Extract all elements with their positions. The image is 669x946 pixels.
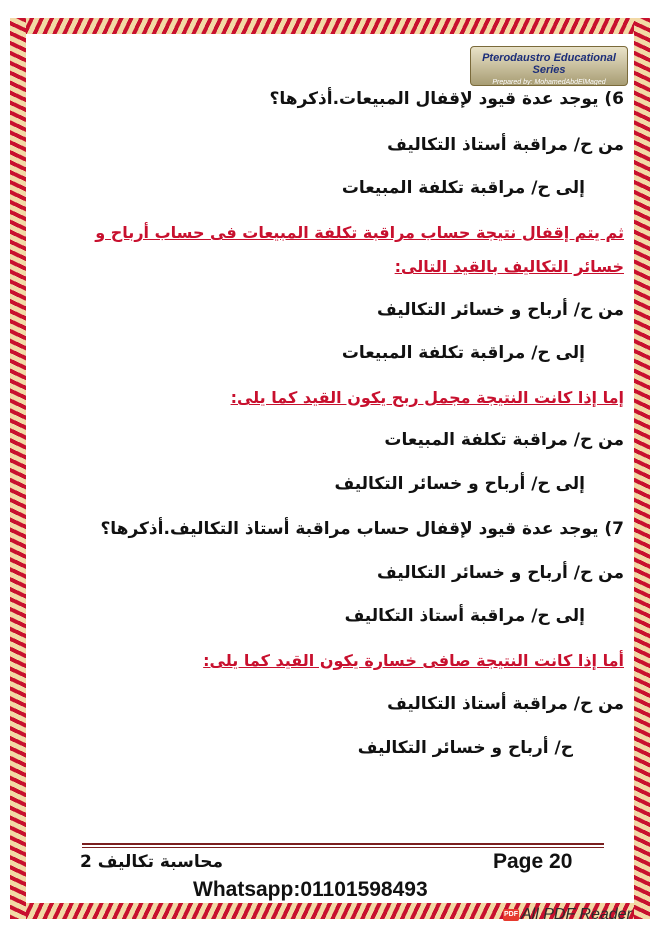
closing-note-line-1: ثم يتم إقفال نتيجة حساب مراقبة تكلفة المبيعات فى حساب أرباح و <box>95 223 624 242</box>
question-7: 7) يوجد عدة قيود لإقفال حساب مراقبة أستاذ التكاليف.أذكرها؟ <box>100 519 624 539</box>
reader-watermark: All PDF Reader <box>521 906 632 923</box>
entry-debit-line: من ح/ أرباح و خسائر التكاليف <box>377 300 624 320</box>
entry-debit-line: من ح/ أرباح و خسائر التكاليف <box>377 563 624 583</box>
net-loss-note: أما إذا كانت النتيجة صافى خسارة يكون القيد كما يلى: <box>203 651 624 670</box>
whatsapp-contact: Whatsapp:01101598493 <box>193 878 428 901</box>
decorative-border-left <box>10 18 26 919</box>
gross-profit-note: إما إذا كانت النتيجة مجمل ربح يكون القيد كما يلى: <box>230 388 624 407</box>
question-6: 6) يوجد عدة قيود لإقفال المبيعات.أذكرها؟ <box>269 89 624 109</box>
entry-debit-line: من ح/ مراقبة تكلفة المبيعات <box>384 430 624 450</box>
decorative-border-right <box>634 18 650 919</box>
logo-subtitle: Prepared by: MohamedAbdElMaged <box>492 79 606 86</box>
footer-rule-thin <box>82 847 604 848</box>
decorative-border-top <box>10 18 650 34</box>
course-title: محاسبة تكاليف 2 <box>80 852 224 872</box>
entry-debit-line: من ح/ مراقبة أستاذ التكاليف <box>387 135 624 155</box>
entry-credit-line: إلى ح/ مراقبة تكلفة المبيعات <box>341 343 585 363</box>
series-logo <box>470 46 628 86</box>
entry-debit-line: من ح/ مراقبة أستاذ التكاليف <box>387 694 624 714</box>
entry-credit-line: إلى ح/ أرباح و خسائر التكاليف <box>334 474 585 494</box>
page-number: Page 20 <box>493 850 573 873</box>
pdf-reader-icon: PDF <box>503 909 519 921</box>
entry-credit-line: ح/ أرباح و خسائر التكاليف <box>357 738 573 758</box>
closing-note-line-2: خسائر التكاليف بالقيد التالى: <box>394 257 624 276</box>
entry-credit-line: إلى ح/ مراقبة أستاذ التكاليف <box>344 606 585 626</box>
footer-rule <box>82 843 604 845</box>
logo-title: Pterodaustro Educational Series <box>482 52 616 76</box>
entry-credit-line: إلى ح/ مراقبة تكلفة المبيعات <box>341 178 585 198</box>
